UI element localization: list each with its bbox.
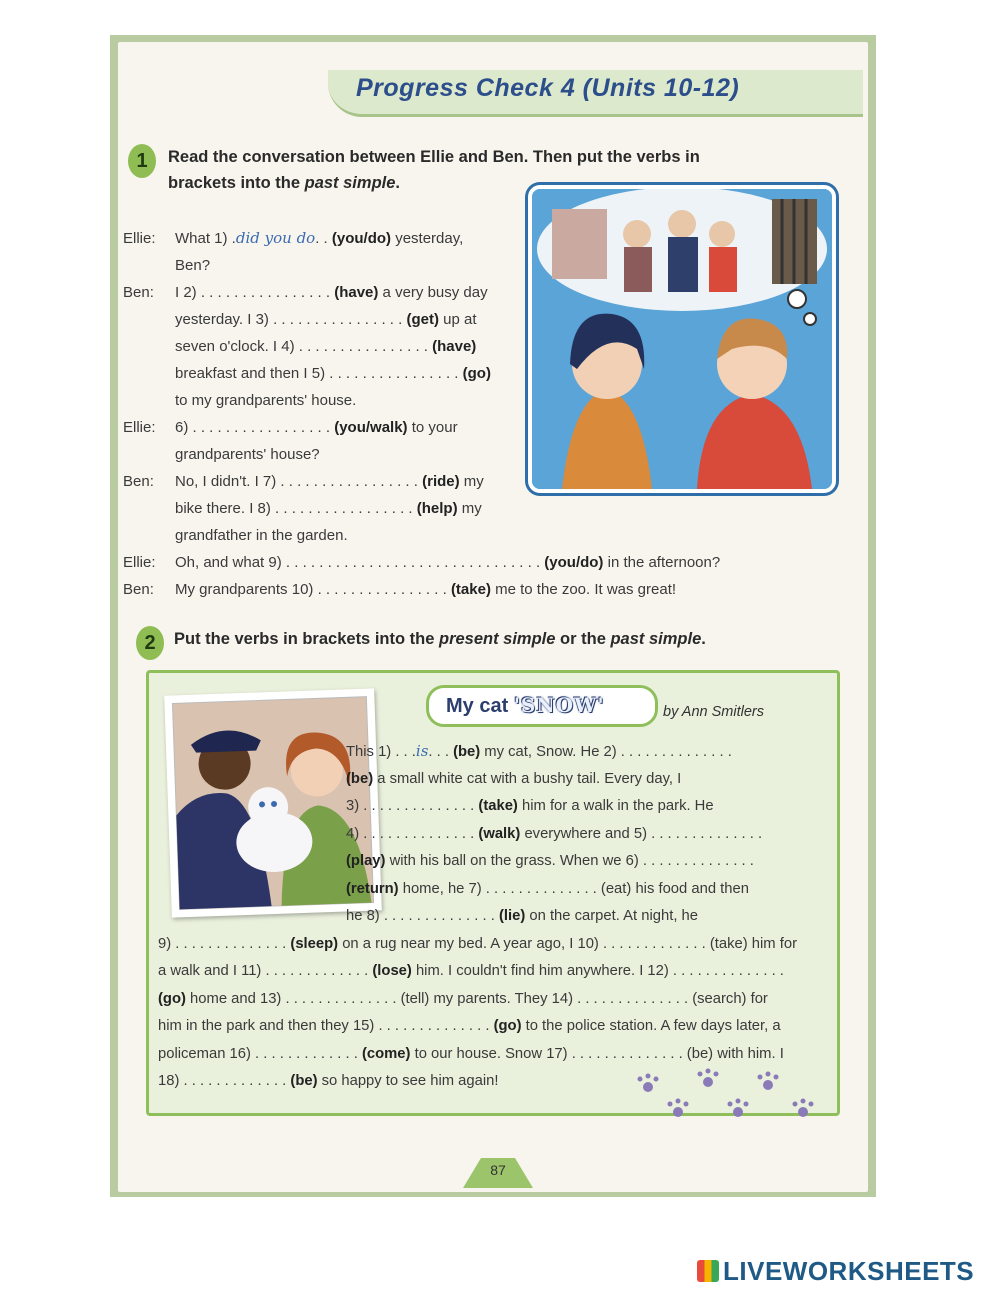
dialogue-line: [175, 468, 484, 495]
verb-prompt: (have): [432, 338, 477, 355]
verb-prompt: (come): [361, 1045, 411, 1062]
line-text: on a rug near my bed. A year ago, I 10) . . . . . . . . . . . . . (take) him for: [338, 935, 797, 952]
exercise-1-number: 1: [128, 144, 156, 178]
verb-prompt: (take): [478, 798, 518, 814]
dialogue-line: [175, 225, 463, 252]
line-text: him. I couldn't find him anywhere. I 12) . . . . . . . . . . . . . .: [411, 963, 784, 979]
line-text: a very busy day: [378, 284, 488, 301]
dialogue-line: [175, 333, 476, 360]
verb-prompt: (go): [462, 365, 491, 382]
line-text: 9) . . . . . . . . . . . . . .: [158, 935, 291, 952]
dialogue-line: [175, 279, 488, 306]
line-text: 6) . . . . . . . . . . . . . . . . .: [175, 419, 335, 436]
line-text: my: [457, 500, 482, 517]
liveworksheets-logo[interactable]: LIVEWORKSHEETS: [697, 1256, 974, 1287]
story-line: [158, 931, 797, 959]
verb-prompt: (help): [416, 500, 458, 517]
story-line: [346, 793, 714, 821]
story-line: [346, 738, 732, 767]
paw-prints-decoration: [628, 1067, 828, 1127]
verb-prompt: (be): [290, 1073, 318, 1089]
ellie-ben-illustration: [528, 185, 836, 493]
story-title: My cat 'SNOW': [446, 693, 605, 717]
line-text: seven o'clock. I 4) . . . . . . . . . . . . . . . .: [175, 338, 433, 355]
dialogue-line: [175, 441, 320, 468]
dialogue-line: [175, 414, 458, 441]
story-line: [346, 766, 681, 794]
line-text: grandfather in the garden.: [175, 527, 348, 544]
speaker-label: Ellie:: [123, 230, 156, 247]
story-line: [158, 1068, 498, 1096]
line-text: yesterday. I 3) . . . . . . . . . . . . . . . .: [175, 311, 407, 328]
dialogue-line: [175, 522, 348, 549]
exercise-1-instruction: Read the conversation between Ellie and Ben. Then put the verbs in brackets into the past simple.: [168, 148, 700, 192]
line-text: him in the park and then they 15) . . . . . . . . . . . . . .: [158, 1018, 494, 1034]
line-text: Oh, and what 9) . . . . . . . . . . . . . . . . . . . . . . . . . . . . . . .: [175, 554, 545, 571]
line-text: everywhere and 5) . . . . . . . . . . . . . .: [520, 825, 763, 842]
exercise-2-instruction: Put the verbs in brackets into the present simple or the past simple.: [174, 630, 706, 648]
verb-prompt: (take): [450, 581, 491, 598]
speaker-label: Ellie:: [123, 419, 156, 436]
exercise-2-number: 2: [136, 626, 164, 660]
verb-prompt: (be): [453, 744, 481, 760]
line-text: a walk and I 11) . . . . . . . . . . . . .: [158, 963, 373, 979]
verb-prompt: (be): [346, 770, 374, 787]
line-text: him for a walk in the park. He: [517, 798, 714, 814]
story-author: by Ann Smitlers: [663, 704, 764, 720]
line-text: he 8) . . . . . . . . . . . . . .: [346, 908, 499, 924]
story-line: [346, 876, 749, 904]
answer-field[interactable]: did you do: [235, 229, 316, 247]
line-text: 4) . . . . . . . . . . . . . .: [346, 825, 479, 842]
line-text: me to the zoo. It was great!: [490, 581, 677, 598]
story-line: [158, 1041, 784, 1069]
line-text: my: [459, 473, 484, 490]
line-text: to our house. Snow 17) . . . . . . . . . . . . . . (be) with him. I: [410, 1045, 784, 1062]
line-text: bike there. I 8) . . . . . . . . . . . . . . . . .: [175, 500, 417, 517]
line-text: Ben?: [175, 257, 211, 274]
verb-prompt: (go): [158, 990, 186, 1007]
line-text: to your: [407, 419, 458, 436]
speaker-label: Ben:: [123, 581, 154, 598]
speaker-label: Ellie:: [123, 554, 156, 571]
story-line: [158, 1013, 781, 1041]
answer-field[interactable]: is: [415, 742, 429, 760]
line-text: . . .: [428, 744, 454, 760]
dialogue-line: [175, 549, 720, 576]
line-text: to my grandparents' house.: [175, 392, 357, 409]
line-text: I 2) . . . . . . . . . . . . . . . .: [175, 284, 335, 301]
page-number: 87: [490, 1162, 506, 1178]
line-text: in the afternoon?: [603, 554, 721, 571]
story-line: [346, 848, 754, 876]
verb-prompt: (you/do): [544, 554, 604, 571]
line-text: grandparents' house?: [175, 446, 320, 463]
verb-prompt: (return): [346, 880, 399, 897]
speaker-label: Ben:: [123, 284, 154, 301]
dialogue-line: [175, 360, 491, 387]
dialogue-line: [175, 306, 476, 333]
verb-prompt: (play): [346, 853, 386, 869]
line-text: with his ball on the grass. When we 6) . . . . . . . . . . . . . .: [385, 853, 754, 869]
verb-prompt: (lie): [498, 908, 526, 924]
verb-prompt: (ride): [422, 473, 460, 490]
line-text: so happy to see him again!: [317, 1073, 499, 1089]
line-text: My grandparents 10) . . . . . . . . . . . . . . . .: [175, 581, 451, 598]
verb-prompt: (lose): [372, 963, 412, 979]
worksheet-page: [118, 42, 868, 1192]
story-line: [346, 821, 762, 849]
line-text: my cat, Snow. He 2) . . . . . . . . . . . . . .: [480, 744, 732, 760]
line-text: home and 13) . . . . . . . . . . . . . . (tell) my parents. They 14) . . . . . . . . . . . . . . (search) for: [185, 990, 768, 1007]
line-text: policeman 16) . . . . . . . . . . . . .: [158, 1045, 362, 1062]
dialogue-line: [175, 576, 676, 603]
line-text: 18) . . . . . . . . . . . . .: [158, 1073, 291, 1089]
page-title: Progress Check 4 (Units 10-12): [356, 74, 740, 102]
dialogue-line: [175, 252, 210, 279]
line-text: . .: [315, 230, 332, 247]
verb-prompt: (walk): [478, 825, 521, 842]
line-text: to the police station. A few days later, a: [521, 1018, 781, 1034]
line-text: yesterday,: [391, 230, 464, 247]
line-text: breakfast and then I 5) . . . . . . . . . . . . . . . .: [175, 365, 463, 382]
line-text: up at: [438, 311, 477, 328]
line-text: This 1) . . .: [346, 744, 416, 760]
verb-prompt: (get): [406, 311, 439, 328]
story-text: [158, 738, 828, 1108]
verb-prompt: (you/walk): [334, 419, 408, 436]
line-text: on the carpet. At night, he: [525, 908, 699, 924]
line-text: a small white cat with a bushy tail. Every day, I: [373, 770, 682, 787]
verb-prompt: (you/do): [331, 230, 392, 247]
dialogue-line: [175, 387, 356, 414]
verb-prompt: (go): [493, 1018, 522, 1034]
logo-icon: [697, 1260, 719, 1282]
story-line: [158, 958, 784, 986]
line-text: 3) . . . . . . . . . . . . . .: [346, 798, 479, 814]
line-text: No, I didn't. I 7) . . . . . . . . . . . . . . . . .: [175, 473, 423, 490]
verb-prompt: (have): [334, 284, 379, 301]
line-text: What 1) .: [175, 230, 236, 247]
speaker-label: Ben:: [123, 473, 154, 490]
story-line: [346, 903, 698, 931]
line-text: home, he 7) . . . . . . . . . . . . . . (eat) his food and then: [398, 880, 749, 897]
dialogue-line: [175, 495, 482, 522]
verb-prompt: (sleep): [290, 935, 339, 952]
story-line: [158, 986, 768, 1014]
